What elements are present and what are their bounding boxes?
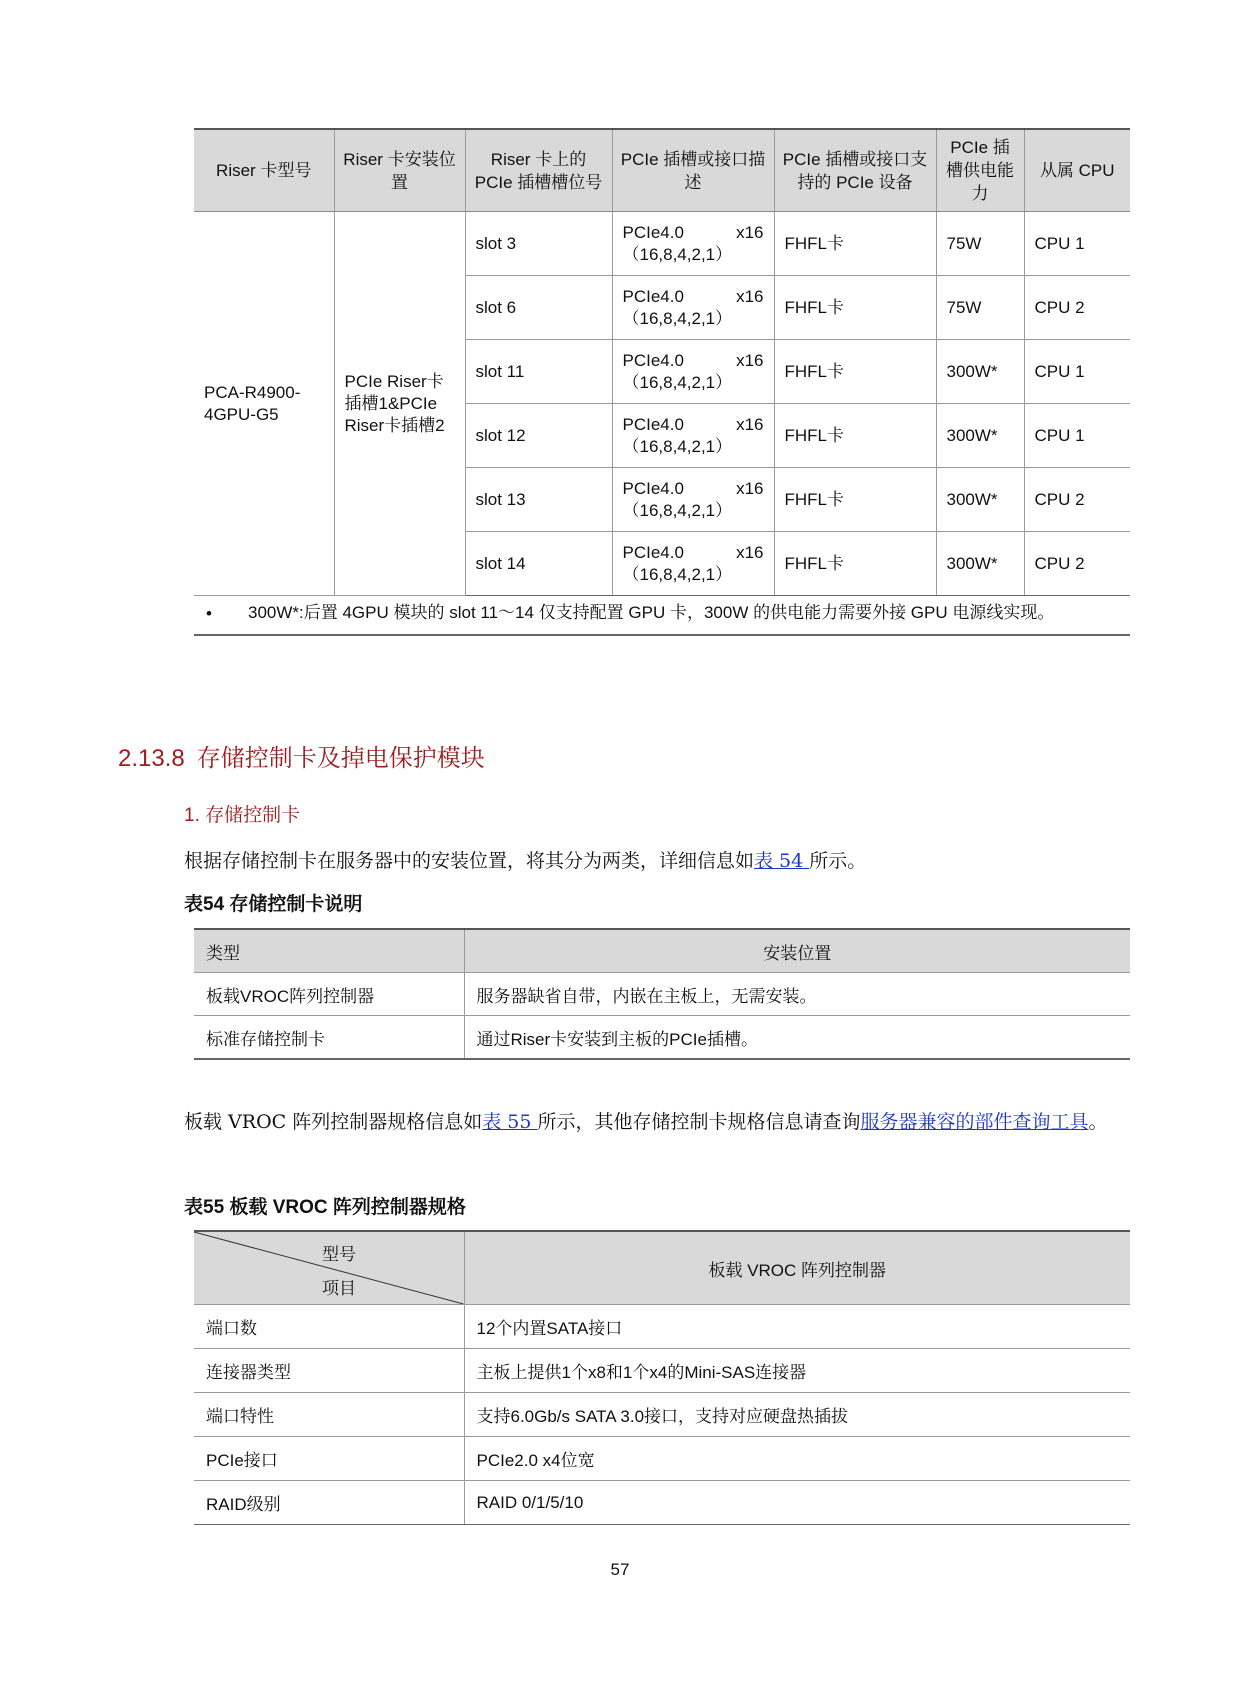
table-row [194,1481,1130,1525]
table-header-row [194,129,1130,212]
table-55-caption: 表55 板载 VROC 阵列控制器规格 [184,1197,466,1218]
riser-slot-table [194,128,1130,596]
pcie-width: x16 [736,350,764,370]
storage-controller-table [194,928,1130,1060]
table-row [194,1349,1130,1393]
diag-label-item: 项目 [322,1279,356,1298]
pcie-lanes: （16,8,4,2,1） [622,244,733,264]
slot-cell: slot 11 [465,340,612,404]
pcie-width: x16 [736,414,764,434]
pcie-width: x16 [736,542,764,562]
table-55-link[interactable]: 表 55 [482,1111,538,1133]
table-cell: 服务器缺省自带，内嵌在主板上，无需安装。 [464,973,1130,1016]
power-cell: 300W* [936,468,1024,532]
table-note [194,601,1130,636]
pcie-gen: PCIe4.0 [622,478,684,498]
pcie-lanes: （16,8,4,2,1） [622,372,733,392]
riser-model-cell: PCA-R4900-4GPU-G5 [194,212,334,596]
slot-cell: slot 14 [465,532,612,596]
sub-heading: 1. 存储控制卡 [184,805,301,826]
device-cell: FHFL卡 [774,468,936,532]
table-54-caption: 表54 存储控制卡说明 [184,894,363,915]
table-cell: PCIe2.0 x4位宽 [464,1437,1130,1481]
section-number: 2.13.8 [118,745,185,772]
pcie-width: x16 [736,286,764,306]
pcie-lanes: （16,8,4,2,1） [622,308,733,328]
table-header-row [194,929,1130,973]
cpu-cell: CPU 2 [1024,276,1130,340]
device-cell: FHFL卡 [774,404,936,468]
header-cell: Riser 卡型号 [194,129,334,212]
device-cell: FHFL卡 [774,276,936,340]
riser-position-cell: PCIe Riser卡插槽1&PCIe Riser卡插槽2 [334,212,465,596]
diagonal-header-cell [194,1231,464,1305]
table-cell: 通过Riser卡安装到主板的PCIe插槽。 [464,1016,1130,1060]
page-number: 57 [610,1560,630,1579]
pcie-width: x16 [736,478,764,498]
pcie-lanes: （16,8,4,2,1） [622,500,733,520]
pcie-width: x16 [736,222,764,242]
pcie-desc-cell [612,212,774,276]
paragraph-vroc [184,1102,1124,1142]
table-54-link[interactable]: 表 54 [754,850,810,872]
paragraph-text: 根据存储控制卡在服务器中的安装位置，将其分为两类，详细信息如 [184,850,755,872]
pcie-desc-cell [612,404,774,468]
power-cell: 75W [936,276,1024,340]
power-cell: 75W [936,212,1024,276]
device-cell: FHFL卡 [774,212,936,276]
header-cell: PCIe 插槽或接口描述 [612,129,774,212]
pcie-gen: PCIe4.0 [622,414,684,434]
table-cell: 12个内置SATA接口 [464,1305,1130,1349]
header-cell: 安装位置 [464,929,1130,973]
slot-cell: slot 3 [465,212,612,276]
diag-label-model: 型号 [322,1245,356,1264]
paragraph-text: 板载 VROC 阵列控制器规格信息如 [184,1111,483,1133]
pcie-desc-cell [612,468,774,532]
device-cell: FHFL卡 [774,340,936,404]
header-cell: 从属 CPU [1024,129,1130,212]
pcie-lanes: （16,8,4,2,1） [622,564,733,584]
paragraph-text: 。 [1088,1111,1108,1133]
bullet-icon: • [206,604,212,623]
paragraph-intro [184,846,866,873]
slot-cell: slot 12 [465,404,612,468]
cpu-cell: CPU 1 [1024,212,1130,276]
table-cell: 端口特性 [194,1393,464,1437]
pcie-desc-cell [612,340,774,404]
table-cell: 板载VROC阵列控制器 [194,973,464,1016]
note-text: 300W*:后置 4GPU 模块的 slot 11～14 仅支持配置 GPU 卡，300W 的供电能力需要外接 GPU 电源线实现。 [248,603,1055,622]
section-heading [118,738,485,773]
pcie-desc-cell [612,532,774,596]
device-cell: FHFL卡 [774,532,936,596]
table-header-row [194,1231,1130,1305]
header-cell: 类型 [194,929,464,973]
paragraph-text: 所示。 [809,850,867,872]
slot-cell: slot 13 [465,468,612,532]
section-title: 存储控制卡及掉电保护模块 [196,745,485,772]
table-row [194,1016,1130,1060]
pcie-gen: PCIe4.0 [622,286,684,306]
compatibility-tool-link[interactable]: 服务器兼容的部件查询工具 [860,1111,1089,1133]
header-cell: Riser 卡安装位置 [334,129,465,212]
vroc-spec-table [194,1230,1130,1525]
table-cell: RAID级别 [194,1481,464,1525]
table-cell: 主板上提供1个x8和1个x4的Mini-SAS连接器 [464,1349,1130,1393]
header-cell: PCIe 插槽或接口支持的 PCIe 设备 [774,129,936,212]
power-cell: 300W* [936,340,1024,404]
table-cell: PCIe接口 [194,1437,464,1481]
table-row [194,1437,1130,1481]
header-cell: 板载 VROC 阵列控制器 [464,1231,1130,1305]
slot-cell: slot 6 [465,276,612,340]
table-cell: 端口数 [194,1305,464,1349]
pcie-gen: PCIe4.0 [622,222,684,242]
cpu-cell: CPU 1 [1024,404,1130,468]
power-cell: 300W* [936,404,1024,468]
cpu-cell: CPU 1 [1024,340,1130,404]
pcie-gen: PCIe4.0 [622,350,684,370]
table-row [194,973,1130,1016]
table-cell: 支持6.0Gb/s SATA 3.0接口，支持对应硬盘热插拔 [464,1393,1130,1437]
pcie-desc-cell [612,276,774,340]
header-cell: PCIe 插槽供电能力 [936,129,1024,212]
table-row [194,1393,1130,1437]
table-cell: RAID 0/1/5/10 [464,1481,1130,1525]
table-cell: 连接器类型 [194,1349,464,1393]
paragraph-text: 所示，其他存储控制卡规格信息请查询 [537,1111,861,1133]
cpu-cell: CPU 2 [1024,468,1130,532]
cpu-cell: CPU 2 [1024,532,1130,596]
table-row [194,1305,1130,1349]
table-cell: 标准存储控制卡 [194,1016,464,1060]
power-cell: 300W* [936,532,1024,596]
table-row [194,212,1130,276]
pcie-lanes: （16,8,4,2,1） [622,436,733,456]
header-cell: Riser 卡上的 PCIe 插槽槽位号 [465,129,612,212]
pcie-gen: PCIe4.0 [622,542,684,562]
